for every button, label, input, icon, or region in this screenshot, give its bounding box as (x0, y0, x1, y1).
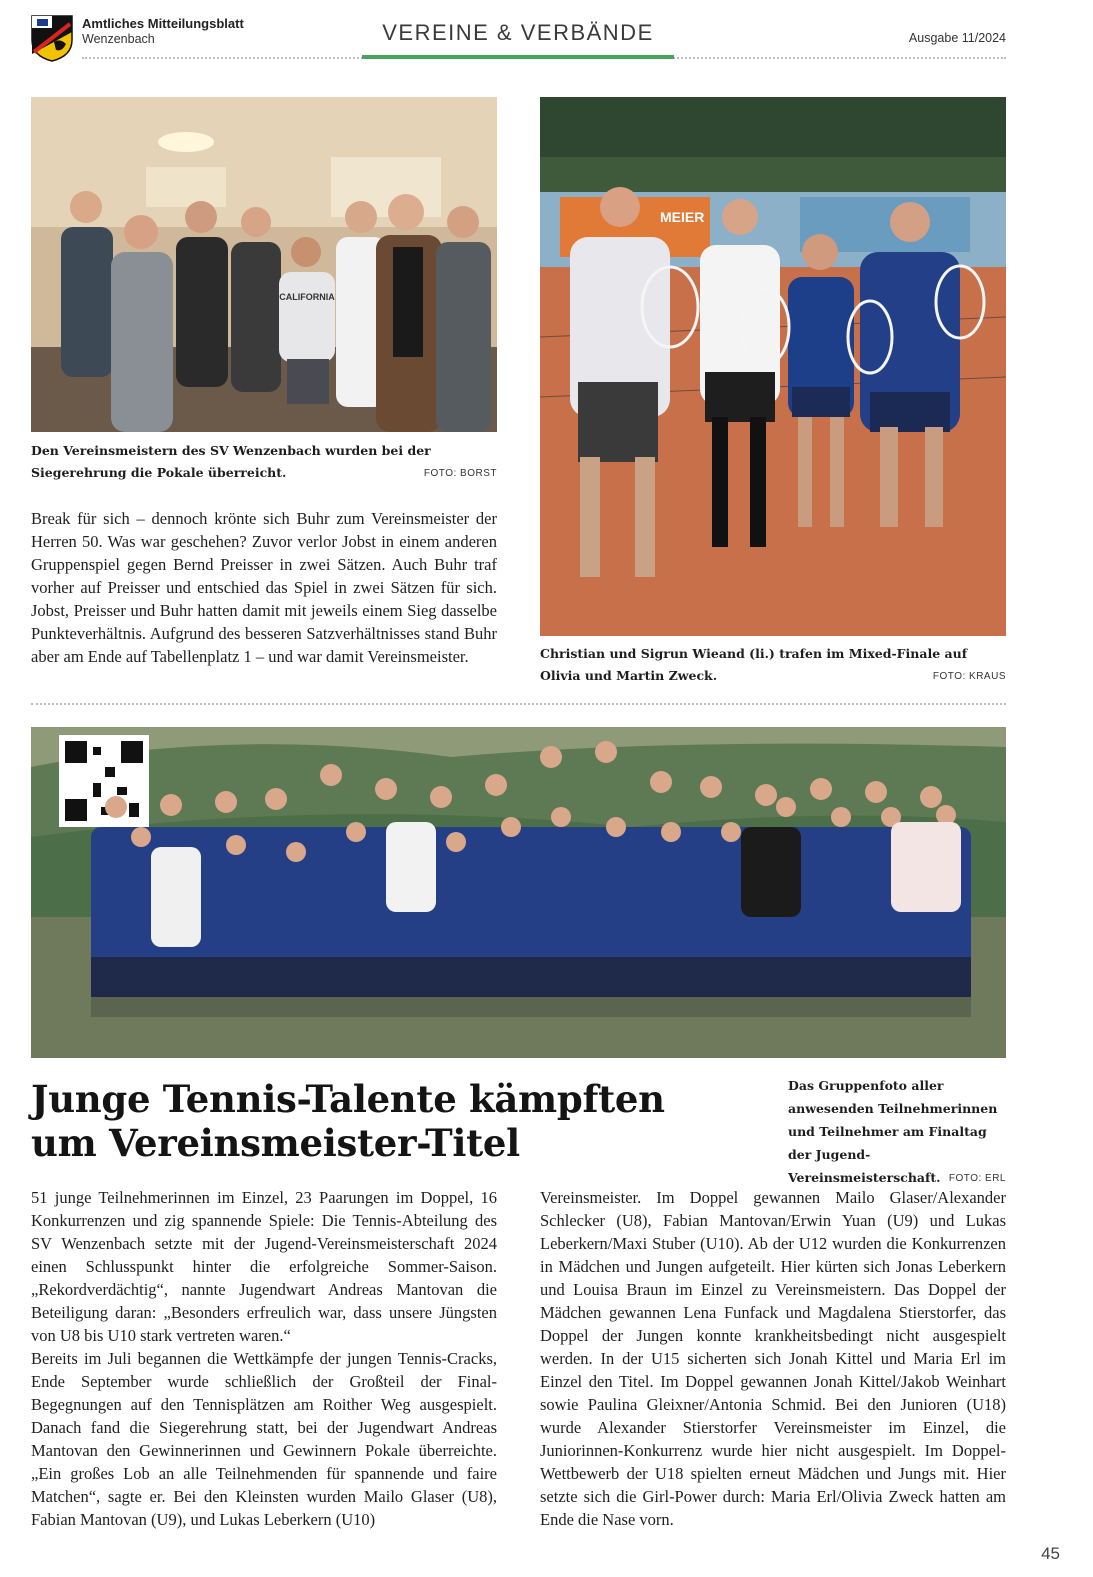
section-divider (31, 703, 1006, 705)
article-paragraph-3: Vereinsmeister. Im Doppel gewannen Mailo Glaser/Alexander Schlecker (U8), Fabian Mantovan/Erwin Yuan (U9) und Lukas Leberkern/Maxi Stuber (U10). Ab der U12 wurden die Konkurrenzen in Mädchen und Jungen aufgeteilt. Hier kürten sich Jonas Leberkern und Louisa Braun im Einzel zu Vereinsmeistern. Das Doppel der Mädchen gewannen Lena Funfack und Magdalena Stierstorfer, das Doppel der Jungen konnte krankheitsbedingt nicht ausgespielt werden. In der U15 sicherten sich Jonah Kittel und Maria Erl im Einzel den Titel. Im Doppel gewannen Jonah Kittel/Jakob Weinhart sowie Paulina Gleixner/Antonia Schmid. Bei den Junioren (U18) wurde Alexander Stierstorfer Vereinsmeister im Einzel, die Juniorinnen-Konkurrenz wurde hier nicht ausgespielt. Im Doppel-Wettbewerb der U18 spielten erneut Mädchen und Jungs mit. Hier setzte sich die Girl-Power durch: Maria Erl/Olivia Zweck hatten am Ende die Nase vorn. (540, 1188, 1006, 1529)
photo3-credit: FOTO: ERL (948, 1173, 1006, 1184)
shirt-text: CALIFORNIA (279, 292, 335, 302)
caption-photo3-text: Das Gruppenfoto aller anwesenden Teilnehmerinnen und Teilnehmer am Finaltag der Jugend-Vereinsmeisterschaft. (788, 1078, 998, 1185)
publication-place: Wenzenbach (82, 32, 155, 46)
article-headline: Junge Tennis-Talente kämpften um Vereinsmeister-Titel (31, 1077, 665, 1165)
article-column-1 (31, 1186, 497, 1531)
section-title: VEREINE & VERBÄNDE (382, 20, 654, 45)
banner-text: MEIER (660, 209, 705, 225)
intro-text: Break für sich – dennoch krönte sich Buhr zum Vereinsmeister der Herren 50. Was war geschehen? Zuvor verlor Jobst in einem anderen Gruppenspiel gegen Bernd Preisser in zwei Sätzen. Auch Buhr traf vorher auf Preisser und entschied das Spiel in zwei Sätzen für sich. Jobst, Preisser und Buhr hatten damit mit jeweils einem Sieg dasselbe Punkteverhältnis. Aufgrund des besseren Satzverhältnisses stand Buhr aber am Ende auf Tabellenplatz 1 – und war damit Vereinsmeister. (31, 509, 497, 666)
photo-mixed-final (540, 97, 1006, 636)
caption-photo1-text: Den Vereinsmeistern des SV Wenzenbach wurden bei der Siegerehrung die Pokale überreicht. (31, 443, 431, 480)
caption-photo2-text: Christian und Sigrun Wieand (li.) trafen im Mixed-Finale auf Olivia und Martin Zweck. (540, 646, 968, 683)
coat-of-arms-icon (30, 14, 74, 62)
caption-photo3 (788, 1074, 1006, 1190)
photo-youth-group (31, 727, 1006, 1058)
section-accent-bar (362, 55, 674, 59)
article-paragraph-2: Bereits im Juli begannen die Wettkämpfe der jungen Tennis-Cracks, Ende September wurde schließlich der Großteil der Final-Begegnungen auf den Tennisplätzen am Roither Weg ausgespielt. Danach fand die Siegerehrung statt, bei der Jugendwart Andreas Mantovan den Gewinnerinnen und Gewinnern Pokale überreichte. „Ein großes Lob an alle Teilnehmenden für spannende und faire Matchen“, sagte er. Bei den Kleinsten wurden Mailo Glaser (U8), Fabian Mantovan (U9), und Lukas Leberkern (U10) (31, 1349, 497, 1529)
page-number: 45 (1041, 1544, 1060, 1563)
caption-photo1 (31, 440, 497, 485)
article-paragraph-1: 51 junge Teilnehmerinnen im Einzel, 23 Paarungen im Doppel, 16 Konkurrenzen und zig spannende Spiele: Die Tennis-Abteilung des SV Wenzenbach setzte mit der Jugend-Vereinsmeisterschaft 2024 einen Schlusspunkt hinter die erfolgreiche Sommer-Saison. „Rekordverdächtig“, nannte Jugendwart Andreas Mantovan die Beteiligung daran: „Besonders erfreulich war, dass unsere Jüngsten von U8 bis U10 stark vertreten waren.“ (31, 1188, 497, 1345)
issue-number: Ausgabe 11/2024 (908, 31, 1006, 45)
photo2-credit: FOTO: KRAUS (932, 671, 1006, 682)
photo1-credit: FOTO: BORST (423, 468, 497, 479)
publication-name: Amtliches Mitteilungsblatt (82, 16, 244, 31)
article-column-2 (540, 1186, 1006, 1531)
photo-club-champions (31, 97, 497, 432)
caption-photo2 (540, 643, 1006, 688)
